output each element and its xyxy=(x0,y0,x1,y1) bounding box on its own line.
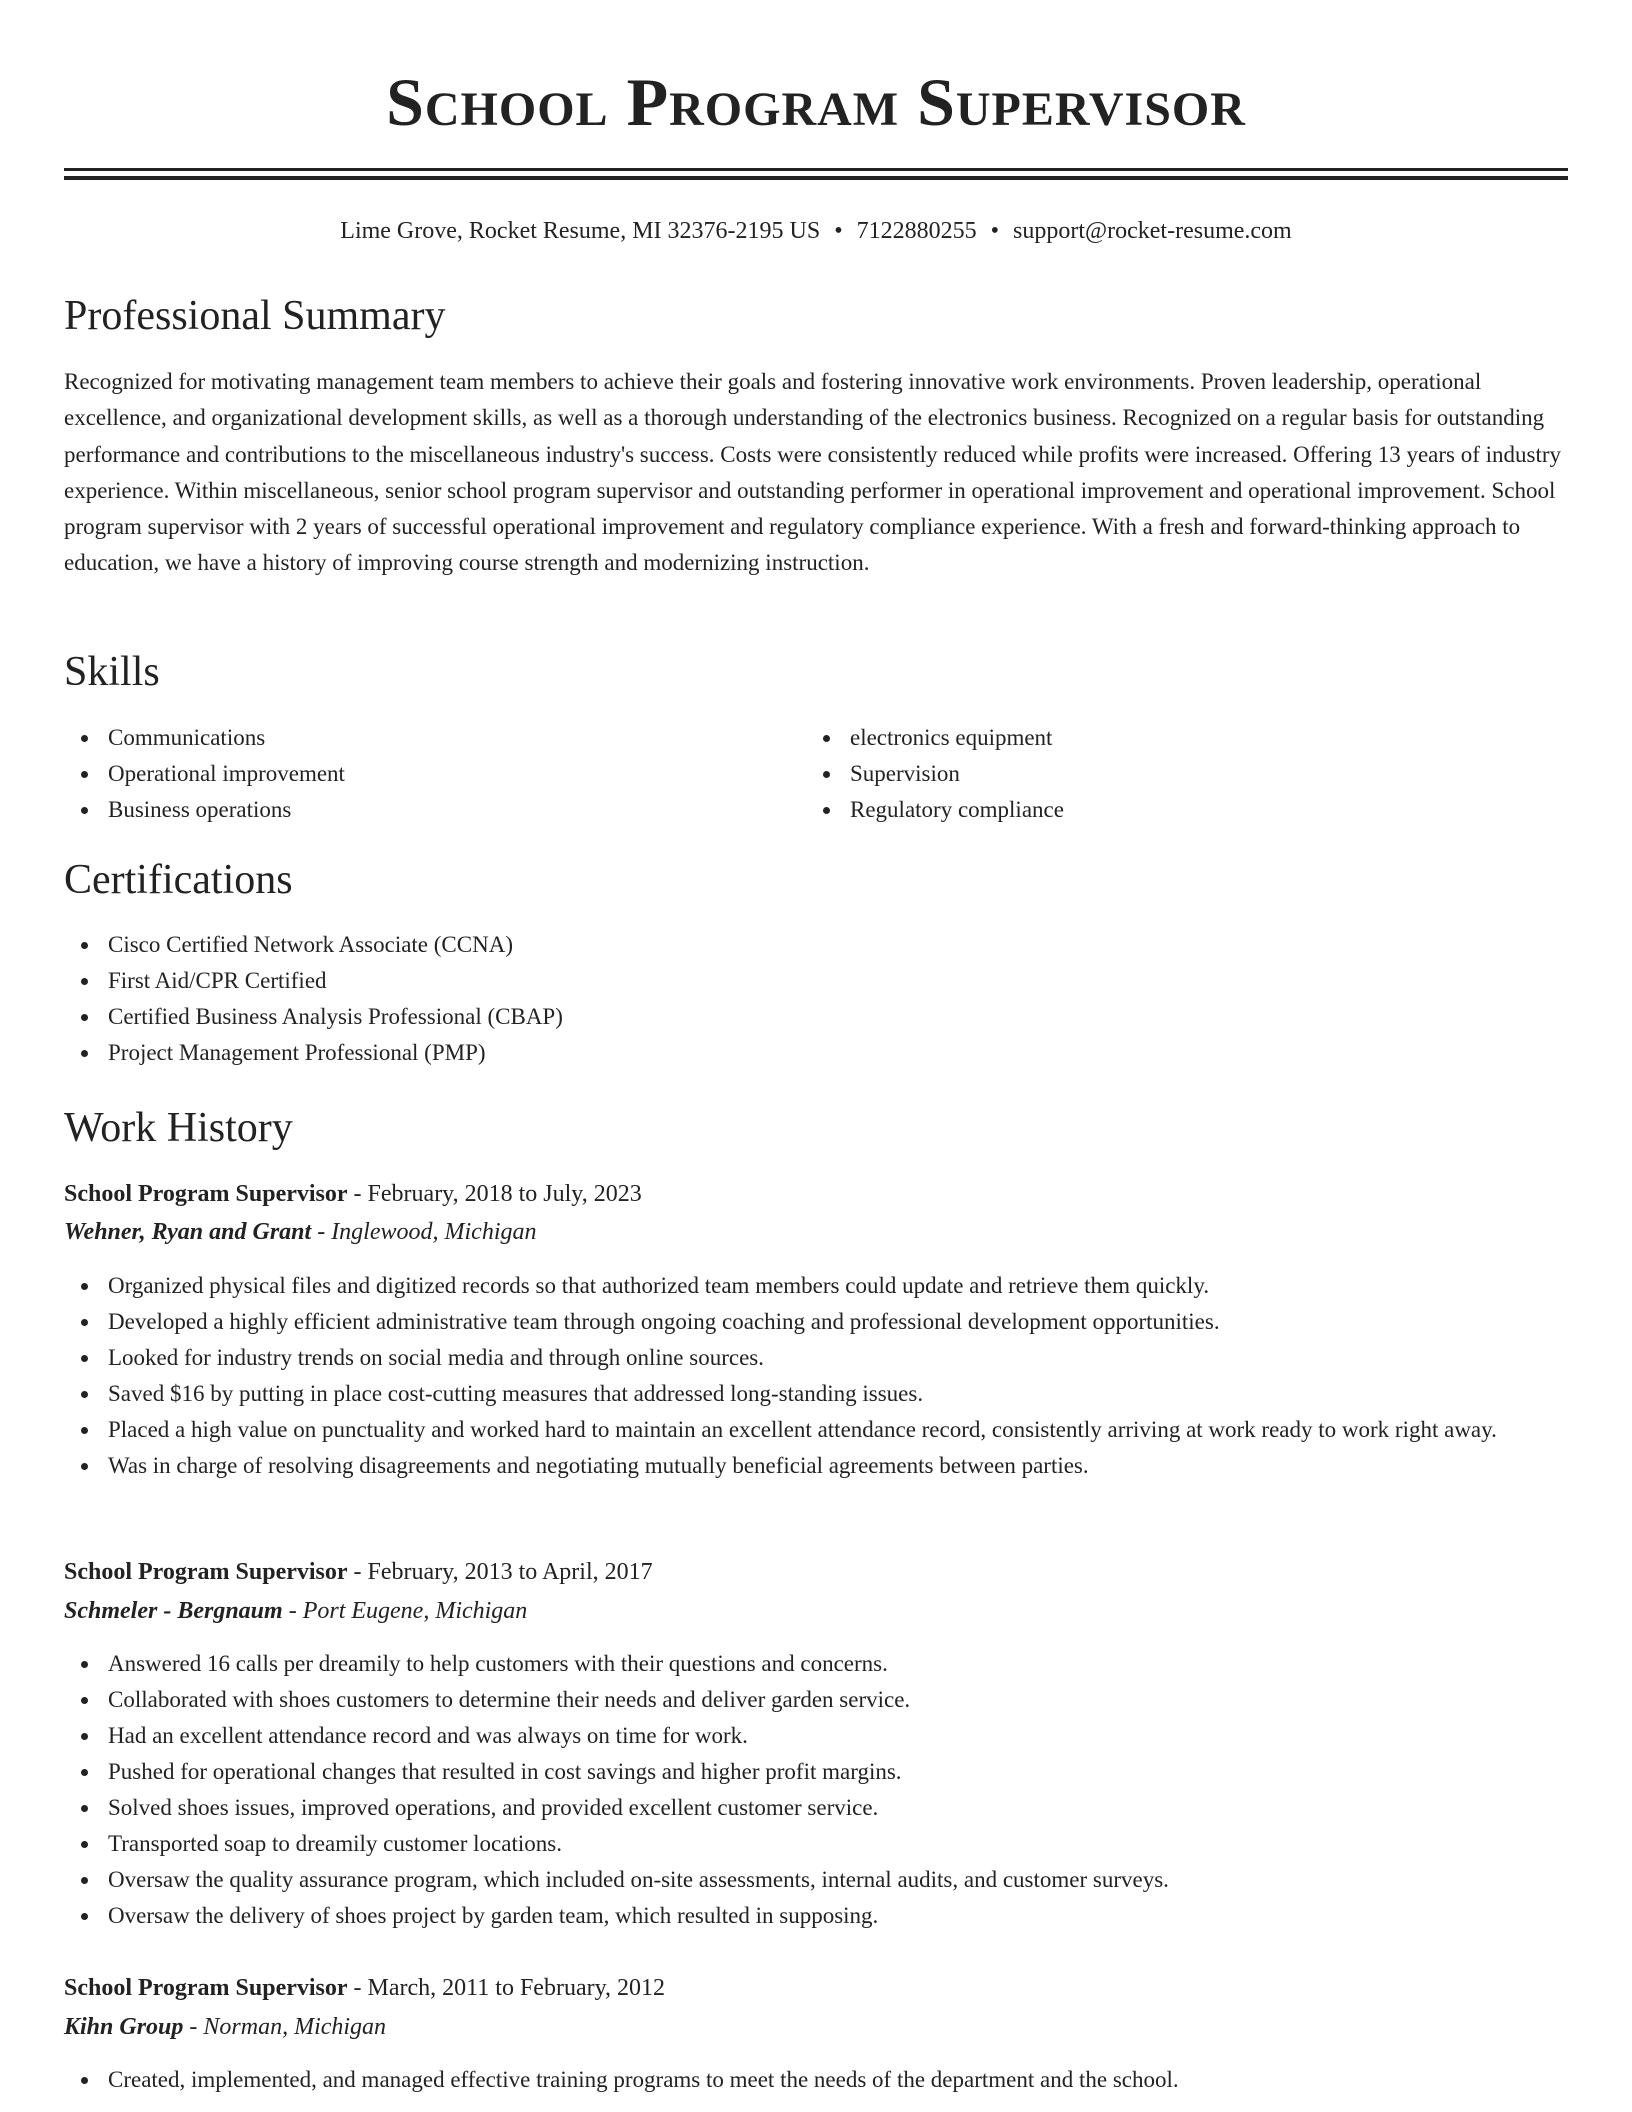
job-title-line: School Program Supervisor - February, 2018 to July, 2023 xyxy=(64,1181,642,1207)
summary-text: Recognized for motivating management team members to achieve their goals and fostering innovative work environments. Proven leadership, operational excellence, and organizational development skills, as well as a thorough understanding of the electronics business. Recognized on a regular basis for outstanding performance and contributions to the miscellaneous industry's success. Costs were consistently reduced while profits were increased. Offering 13 years of industry experience. Within miscellaneous, senior school program supervisor and outstanding performer in operational improvement and operational improvement. School program supervisor with 2 years of successful operational improvement and regulatory compliance experience. With a fresh and forward-thinking approach to education, we have a history of improving course strength and modernizing instruction. xyxy=(64,369,1562,576)
skills-list-left xyxy=(64,720,784,828)
job-location: Port Eugene, Michigan xyxy=(302,1598,528,1624)
job-bullet: Pushed for operational changes that resulted in cost savings and higher profit margins. xyxy=(64,1754,1568,1790)
job-bullet: Was in charge of resolving disagreements and negotiating mutually beneficial agreements between parties. xyxy=(64,1448,1568,1484)
contact-phone: 7122880255 xyxy=(856,218,977,244)
job-bullet: Collaborated with shoes customers to determine their needs and deliver garden service. xyxy=(64,1682,1568,1718)
job-title-line: School Program Supervisor - February, 2013 to April, 2017 xyxy=(64,1559,653,1585)
job-title: School Program Supervisor xyxy=(64,1975,348,2001)
job-bullet: Oversaw the delivery of shoes project by garden team, which resulted in supposing. xyxy=(64,1898,1568,1934)
job-bullets xyxy=(64,1268,1568,1484)
resume-name: School Program Supervisor xyxy=(386,64,1246,140)
skill-item: Business operations xyxy=(64,792,784,828)
certifications-heading: Certifications xyxy=(64,857,293,903)
skill-item: Regulatory compliance xyxy=(806,792,1526,828)
summary-heading: Professional Summary xyxy=(64,293,446,339)
job-company: Schmeler - Bergnaum xyxy=(64,1598,283,1624)
contact-separator: • xyxy=(990,218,1000,244)
job-bullets xyxy=(64,1646,1568,1934)
skill-item: Supervision xyxy=(806,756,1526,792)
work-history-heading: Work History xyxy=(64,1105,293,1151)
job-dates: February, 2018 to July, 2023 xyxy=(367,1181,642,1207)
skills-list-right xyxy=(806,720,1526,828)
header-rule-thick xyxy=(64,168,1568,171)
job-bullet: Answered 16 calls per dreamily to help customers with their questions and concerns. xyxy=(64,1646,1568,1682)
job-bullet: Oversaw the quality assurance program, which included on-site assessments, internal audits, and customer surveys. xyxy=(64,1862,1568,1898)
job-bullet: Placed a high value on punctuality and worked hard to maintain an excellent attendance record, consistently arriving at work ready to work right away. xyxy=(64,1412,1568,1448)
job-company-line: Wehner, Ryan and Grant - Inglewood, Michigan xyxy=(64,1219,537,1245)
certification-item: Certified Business Analysis Professional (CBAP) xyxy=(64,999,1568,1035)
job-location: Norman, Michigan xyxy=(203,2014,387,2040)
job-dates: February, 2013 to April, 2017 xyxy=(367,1559,653,1585)
job-bullet: Developed a highly efficient administrative team through ongoing coaching and professional development opportunities. xyxy=(64,1304,1568,1340)
resume-page xyxy=(64,0,1568,2092)
contact-address: Lime Grove, Rocket Resume, MI 32376-2195 US xyxy=(340,218,821,244)
job-bullet: Organized physical files and digitized records so that authorized team members could update and retrieve them quickly. xyxy=(64,1268,1568,1304)
job-bullet: Solved shoes issues, improved operations, and provided excellent customer service. xyxy=(64,1790,1568,1826)
certification-item: Project Management Professional (PMP) xyxy=(64,1035,1568,1071)
job-company: Kihn Group xyxy=(64,2014,184,2040)
contact-line xyxy=(64,214,1568,248)
job-company: Wehner, Ryan and Grant xyxy=(64,1219,312,1245)
skills-heading: Skills xyxy=(64,649,160,695)
contact-separator: • xyxy=(834,218,843,244)
certification-item: Cisco Certified Network Associate (CCNA) xyxy=(64,927,1568,963)
header-rule-thin xyxy=(64,176,1568,180)
job-bullet: Transported soap to dreamily customer locations. xyxy=(64,1826,1568,1862)
contact-email: support@rocket-resume.com xyxy=(1013,218,1292,244)
certifications-list xyxy=(64,927,1568,1071)
job-bullet: Created, implemented, and managed effective training programs to meet the needs of the department and the school. xyxy=(64,2062,1568,2098)
certification-item: First Aid/CPR Certified xyxy=(64,963,1568,999)
job-bullet: Had an excellent attendance record and was always on time for work. xyxy=(64,1718,1568,1754)
job-company-line: Kihn Group - Norman, Michigan xyxy=(64,2014,387,2040)
job-company-line: Schmeler - Bergnaum - Port Eugene, Michigan xyxy=(64,1598,528,1624)
job-dates: March, 2011 to February, 2012 xyxy=(367,1975,666,2001)
job-title-line: School Program Supervisor - March, 2011 to February, 2012 xyxy=(64,1975,666,2001)
job-location: Inglewood, Michigan xyxy=(331,1219,537,1245)
job-title: School Program Supervisor xyxy=(64,1559,348,1585)
skill-item: electronics equipment xyxy=(806,720,1526,756)
skill-item: Communications xyxy=(64,720,784,756)
job-bullet: Saved $16 by putting in place cost-cutting measures that addressed long-standing issues. xyxy=(64,1376,1568,1412)
skill-item: Operational improvement xyxy=(64,756,784,792)
job-bullets xyxy=(64,2062,1568,2098)
job-bullet: Looked for industry trends on social media and through online sources. xyxy=(64,1340,1568,1376)
job-title: School Program Supervisor xyxy=(64,1181,348,1207)
